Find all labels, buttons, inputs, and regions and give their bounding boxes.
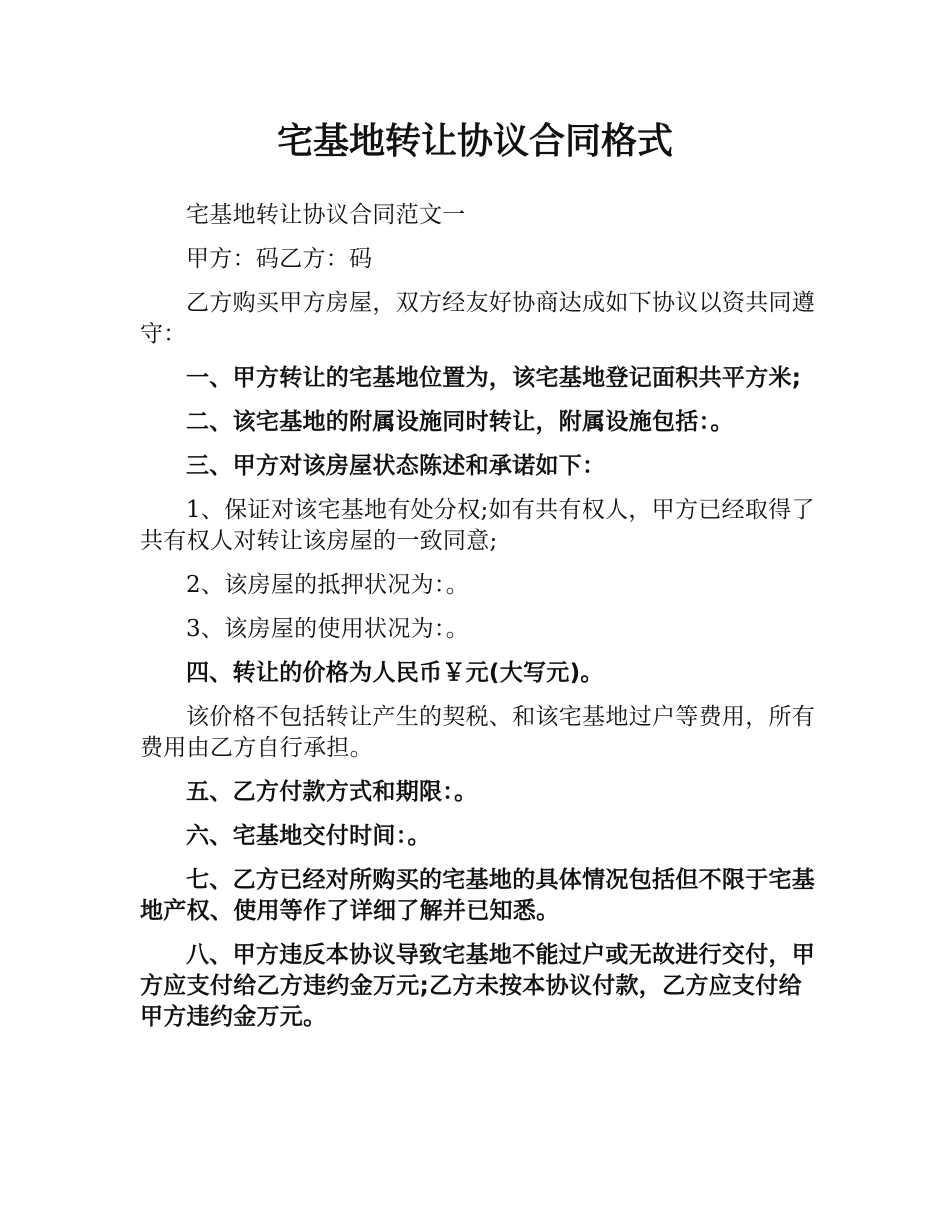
paragraph-preamble: 乙方购买甲方房屋，双方经友好协商达成如下协议以资共同遵守：	[140, 290, 816, 347]
clause-4-note: 该价格不包括转让产生的契税、和该宅基地过户等费用，所有费用由乙方自行承担。	[140, 704, 816, 761]
clause-5: 五、乙方付款方式和期限：。	[186, 779, 478, 805]
clause-2: 二、该宅基地的附属设施同时转让，附属设施包括：。	[186, 409, 734, 435]
document-body	[140, 200, 820, 1046]
page-title: 宅基地转让协议合同格式	[276, 121, 673, 162]
clause-1: 一、甲方转让的宅基地位置为，该宅基地登记面积共平方米;	[186, 365, 802, 391]
clause-3-item-3: 3、该房屋的使用状况为：。	[186, 616, 470, 642]
paragraph-parties: 甲方：码乙方：码	[186, 246, 373, 272]
clause-3-item-1: 1、保证对该宅基地有处分权;如有共有权人，甲方已经取得了共有权人对转让该房屋的一致同意;	[140, 497, 815, 554]
paragraph-subtitle: 宅基地转让协议合同范文一	[186, 202, 466, 228]
clause-4: 四、转让的价格为人民币￥元(大写元)。	[186, 660, 604, 686]
clause-7: 七、乙方已经对所购买的宅基地的具体情况包括但不限于宅基地产权、使用等作了详细了解并已知悉。	[140, 867, 816, 924]
clause-3-item-2: 2、该房屋的抵押状况为：。	[186, 572, 470, 598]
clause-3: 三、甲方对该房屋状态陈述和承诺如下：	[186, 453, 606, 479]
clause-6: 六、宅基地交付时间：。	[186, 823, 431, 849]
clause-8: 八、甲方违反本协议导致宅基地不能过户或无故进行交付，甲方应支付给乙方违约金万元;乙方未按本协议付款，乙方应支付给甲方违约金万元。	[140, 942, 816, 1030]
